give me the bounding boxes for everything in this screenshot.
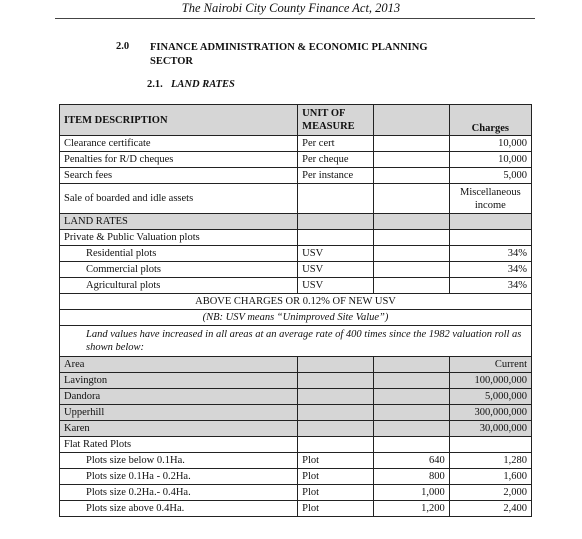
unit-cell: USV xyxy=(298,246,374,262)
unit-cell: Per cert xyxy=(298,136,374,152)
area-current-value: 100,000,000 xyxy=(449,373,531,389)
empty-cell xyxy=(373,184,449,214)
above-charges-row xyxy=(60,294,532,310)
previous-charge-cell: 800 xyxy=(373,469,449,485)
header-unit-of-measure: UNIT OF MEASURE xyxy=(298,105,374,136)
empty-cell xyxy=(373,373,449,389)
unit-cell: USV xyxy=(298,262,374,278)
unit-cell: Plot xyxy=(298,453,374,469)
item-cell: Plots size below 0.1Ha. xyxy=(60,453,298,469)
charges-cell: 1,280 xyxy=(449,453,531,469)
table-row xyxy=(60,262,532,278)
empty-cell xyxy=(449,437,531,453)
empty-cell xyxy=(373,278,449,294)
table-row xyxy=(60,152,532,168)
empty-cell xyxy=(298,421,374,437)
charges-cell: 2,000 xyxy=(449,485,531,501)
charges-cell: 10,000 xyxy=(449,152,531,168)
empty-cell xyxy=(298,405,374,421)
charges-cell: 2,400 xyxy=(449,501,531,517)
charges-cell: 34% xyxy=(449,278,531,294)
area-header-row xyxy=(60,357,532,373)
area-header-label: Area xyxy=(60,357,298,373)
unit-cell: Per cheque xyxy=(298,152,374,168)
area-current-value: 5,000,000 xyxy=(449,389,531,405)
subsection-title: LAND RATES xyxy=(171,79,235,90)
item-cell: Sale of boarded and idle assets xyxy=(60,184,298,214)
empty-cell xyxy=(298,230,374,246)
item-cell: Clearance certificate xyxy=(60,136,298,152)
previous-charge-cell: 1,200 xyxy=(373,501,449,517)
table-row xyxy=(60,453,532,469)
empty-cell xyxy=(298,214,374,230)
unit-cell: Plot xyxy=(298,501,374,517)
empty-cell xyxy=(373,230,449,246)
current-header-label: Current xyxy=(449,357,531,373)
area-name: Dandora xyxy=(60,389,298,405)
charges-cell: 5,000 xyxy=(449,168,531,184)
item-cell: Commercial plots xyxy=(60,262,298,278)
unit-cell: Plot xyxy=(298,485,374,501)
header-charges: Charges xyxy=(449,105,531,136)
item-cell: Agricultural plots xyxy=(60,278,298,294)
area-name: Upperhill xyxy=(60,405,298,421)
charges-cell: 34% xyxy=(449,262,531,278)
empty-cell xyxy=(373,246,449,262)
empty-cell xyxy=(298,373,374,389)
subsection-number: 2.1. xyxy=(147,79,163,90)
header-empty-cell xyxy=(373,105,449,136)
nb-note-text: (NB: USV means “Unimproved Site Value”) xyxy=(60,310,532,326)
empty-cell xyxy=(373,262,449,278)
previous-charge-cell: 640 xyxy=(373,453,449,469)
empty-cell xyxy=(373,214,449,230)
area-row xyxy=(60,421,532,437)
area-row xyxy=(60,389,532,405)
empty-cell xyxy=(373,405,449,421)
header-divider xyxy=(55,18,535,19)
item-cell: Residential plots xyxy=(60,246,298,262)
table-row xyxy=(60,168,532,184)
empty-cell xyxy=(373,152,449,168)
empty-cell xyxy=(373,421,449,437)
nb-note-row xyxy=(60,310,532,326)
above-charges-text: ABOVE CHARGES OR 0.12% OF NEW USV xyxy=(60,294,532,310)
empty-cell xyxy=(373,136,449,152)
previous-charge-cell: 1,000 xyxy=(373,485,449,501)
empty-cell xyxy=(373,168,449,184)
table-row xyxy=(60,184,532,214)
table-row xyxy=(60,246,532,262)
item-cell: Search fees xyxy=(60,168,298,184)
item-cell: Plots size 0.2Ha.- 0.4Ha. xyxy=(60,485,298,501)
empty-cell xyxy=(373,357,449,373)
table-row xyxy=(60,278,532,294)
valuation-label: Private & Public Valuation plots xyxy=(60,230,298,246)
item-cell: Plots size above 0.4Ha. xyxy=(60,501,298,517)
charges-cell: Miscellaneous income xyxy=(449,184,531,214)
unit-cell: USV xyxy=(298,278,374,294)
empty-cell xyxy=(298,437,374,453)
flat-rated-label: Flat Rated Plots xyxy=(60,437,298,453)
land-values-note-row xyxy=(60,326,532,357)
area-name: Lavington xyxy=(60,373,298,389)
empty-cell xyxy=(298,357,374,373)
table-row xyxy=(60,136,532,152)
empty-cell xyxy=(449,230,531,246)
land-rates-label: LAND RATES xyxy=(60,214,298,230)
header-item-description: ITEM DESCRIPTION xyxy=(60,105,298,136)
item-cell: Penalties for R/D cheques xyxy=(60,152,298,168)
item-cell: Plots size 0.1Ha - 0.2Ha. xyxy=(60,469,298,485)
table-header-row xyxy=(60,105,532,136)
charges-cell: 34% xyxy=(449,246,531,262)
land-rates-table xyxy=(59,104,532,517)
unit-cell: Per instance xyxy=(298,168,374,184)
valuation-label-row xyxy=(60,230,532,246)
unit-cell: Plot xyxy=(298,469,374,485)
area-current-value: 30,000,000 xyxy=(449,421,531,437)
section-title: FINANCE ADMINISTRATION & ECONOMIC PLANNING SECTOR xyxy=(150,42,428,67)
document-header-title: The Nairobi City County Finance Act, 2013 xyxy=(181,1,401,15)
area-row xyxy=(60,373,532,389)
empty-cell xyxy=(373,437,449,453)
land-rates-section-row xyxy=(60,214,532,230)
charges-cell: 1,600 xyxy=(449,469,531,485)
empty-cell xyxy=(298,389,374,405)
section-number: 2.0 xyxy=(116,41,130,52)
table-row xyxy=(60,469,532,485)
area-row xyxy=(60,405,532,421)
area-current-value: 300,000,000 xyxy=(449,405,531,421)
empty-cell xyxy=(449,214,531,230)
table-row xyxy=(60,501,532,517)
unit-cell xyxy=(298,184,374,214)
area-name: Karen xyxy=(60,421,298,437)
flat-rated-label-row xyxy=(60,437,532,453)
land-values-note-text: Land values have increased in all areas at an average rate of 400 times since the 1982 valuation roll as shown below: xyxy=(60,326,532,357)
charges-cell: 10,000 xyxy=(449,136,531,152)
table-row xyxy=(60,485,532,501)
empty-cell xyxy=(373,389,449,405)
